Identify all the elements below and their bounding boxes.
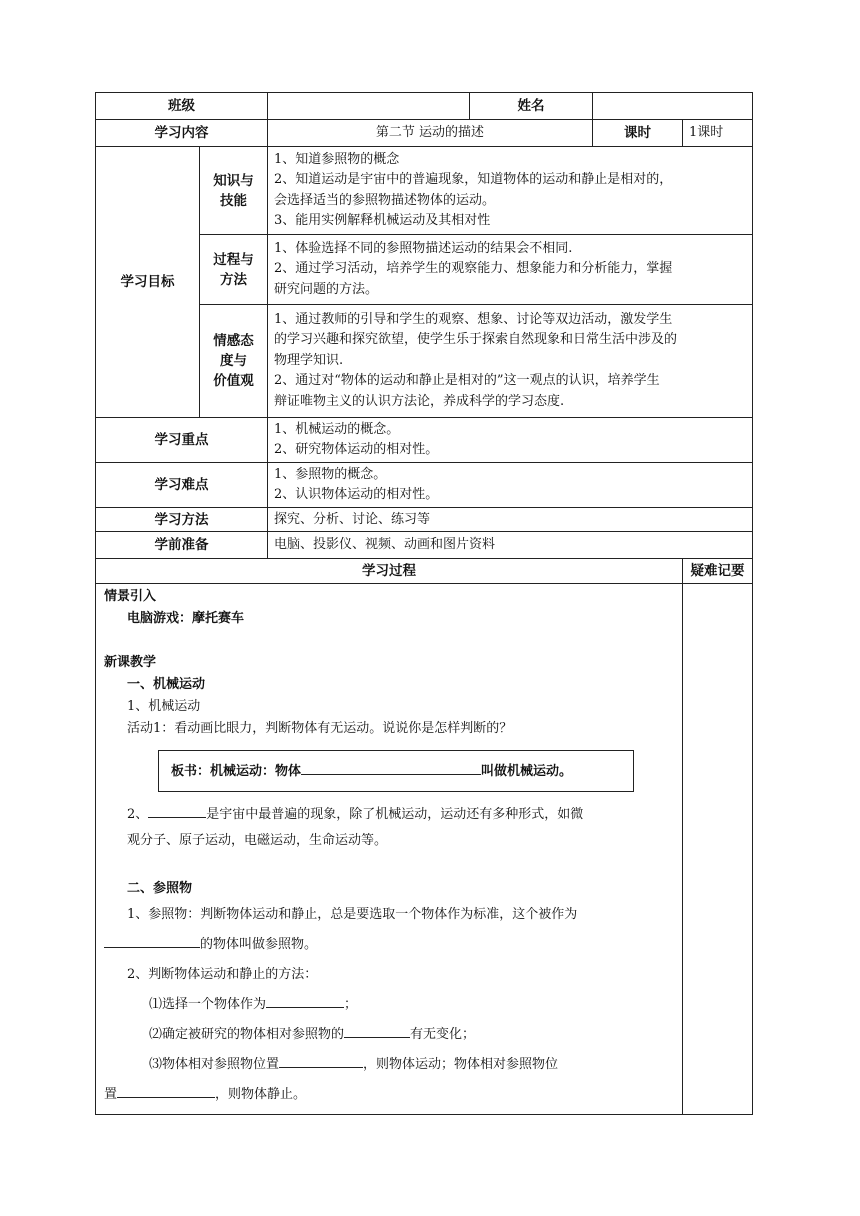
ref1-blank[interactable]	[104, 933, 200, 948]
process-label-line1: 过程与	[213, 251, 254, 268]
emotion-line: 物理学知识.	[274, 352, 344, 368]
process-body	[96, 584, 683, 1115]
difficulties-content	[268, 463, 753, 508]
intro-title: 情景引入	[104, 589, 157, 604]
board-blank[interactable]	[301, 760, 481, 775]
period-label: 课时	[593, 120, 683, 147]
knowledge-line: 1、知道参照物的概念	[274, 151, 400, 167]
lesson-plan-sheet	[95, 92, 752, 1115]
step3-blank2[interactable]	[117, 1083, 215, 1098]
header-row-class	[96, 93, 753, 120]
item2-line1	[104, 802, 674, 828]
emotion-label-line2: 度与	[220, 353, 247, 369]
key-points-label: 学习重点	[96, 418, 268, 463]
header-row-content	[96, 120, 753, 147]
methods-label: 学习方法	[96, 508, 268, 532]
difficulties-label: 学习难点	[96, 463, 268, 508]
emotion-line: 的学习兴趣和探究欲望，使学生乐于探索自然现象和日常生活中涉及的	[274, 332, 678, 348]
process-header: 学习过程	[96, 559, 683, 584]
step2-suffix: 有无变化；	[410, 1027, 476, 1042]
preparation-value: 电脑、投影仪、视频、动画和图片资料	[268, 532, 753, 559]
board-prefix: 板书：机械运动：物体	[171, 764, 302, 779]
ref1-tail: 的物体叫做参照物。	[200, 937, 318, 952]
notes-header: 疑难记要	[683, 559, 753, 584]
step2-blank[interactable]	[344, 1023, 410, 1038]
process-line: 1、体验选择不同的参照物描述运动的结果会不相同.	[274, 240, 573, 256]
knowledge-line: 2、知道运动是宇宙中的普遍现象，知道物体的运动和静止是相对的，	[274, 172, 673, 187]
item2-prefix: 2、	[127, 807, 149, 822]
step1-line	[104, 988, 674, 1018]
item2-text: 是宇宙中最普遍的现象，除了机械运动，运动还有多种形式，如微	[206, 807, 584, 822]
knowledge-label-line2: 技能	[220, 192, 247, 209]
preparation-row	[96, 532, 753, 559]
step3-prefix: ⑶物体相对参照物位置	[149, 1057, 280, 1072]
class-field[interactable]	[268, 93, 470, 120]
emotion-line: 2、通过对“物体的运动和静止是相对的”这一观点的认识，培养学生	[274, 373, 660, 389]
step2-prefix: ⑵确定被研究的物体相对参照物的	[149, 1027, 345, 1042]
lesson-plan-table	[95, 92, 753, 1115]
intro-game: 电脑游戏：摩托赛车	[127, 611, 245, 626]
knowledge-content	[268, 147, 753, 235]
emotion-line: 辩证唯物主义的认识方法论，养成科学的学习态度.	[274, 393, 565, 409]
key-points-row	[96, 418, 753, 463]
class-label: 班级	[96, 93, 268, 120]
ref2-text: 2、判断物体运动和静止的方法：	[127, 967, 318, 982]
new-lesson-title: 新课教学	[104, 655, 157, 670]
section1-title: 一、机械运动	[127, 677, 206, 692]
period-value: 1课时	[683, 120, 753, 147]
step3-line2	[104, 1078, 674, 1108]
process-content	[268, 235, 753, 305]
section2-title: 二、参照物	[127, 881, 193, 896]
knowledge-label	[200, 147, 268, 235]
step3-blank1[interactable]	[279, 1053, 363, 1068]
name-field[interactable]	[593, 93, 753, 120]
objectives-label: 学习目标	[96, 147, 200, 418]
methods-value: 探究、分析、讨论、练习等	[268, 508, 753, 532]
process-header-row	[96, 559, 753, 584]
difficulty-line: 1、参照物的概念。	[274, 466, 387, 482]
key-point-line: 1、机械运动的概念。	[274, 421, 400, 437]
knowledge-label-line1: 知识与	[213, 172, 254, 189]
ref1-line2	[104, 928, 674, 958]
step1-prefix: ⑴选择一个物体作为	[149, 997, 267, 1012]
emotion-label-line1: 情感态	[213, 333, 254, 349]
emotion-label	[200, 305, 268, 418]
step3-mid: ，则物体运动；物体相对参照物位	[363, 1057, 559, 1072]
difficulties-row	[96, 463, 753, 508]
content-value: 第二节 运动的描述	[268, 120, 593, 147]
key-points-content	[268, 418, 753, 463]
preparation-label: 学前准备	[96, 532, 268, 559]
knowledge-line: 3、能用实例解释机械运动及其相对性	[274, 213, 491, 228]
step3-line2-suffix: ，则物体静止。	[215, 1087, 307, 1102]
activity1-text: 活动1：看动画比眼力，判断物体有无运动。说说你是怎样判断的？	[127, 721, 513, 736]
emotion-line: 1、通过教师的引导和学生的观察、想象、讨论等双边活动，激发学生	[274, 311, 673, 327]
process-label-line2: 方法	[220, 271, 247, 288]
notes-column[interactable]	[683, 584, 753, 1115]
difficulty-line: 2、认识物体运动的相对性。	[274, 487, 439, 502]
step3-line1	[104, 1048, 674, 1078]
step1-blank[interactable]	[266, 993, 344, 1008]
step3-line2-prefix: 置	[104, 1087, 118, 1102]
process-body-row	[96, 584, 753, 1115]
board-note-box	[158, 750, 634, 792]
ref1-line1: 1、参照物：判断物体运动和静止，总是要选取一个物体作为标准，这个被作为	[127, 907, 578, 922]
key-point-line: 2、研究物体运动的相对性。	[274, 442, 439, 457]
board-suffix: 叫做机械运动。	[481, 764, 573, 779]
step1-suffix: ；	[344, 997, 358, 1012]
item2-blank[interactable]	[148, 803, 206, 818]
section1-item1: 1、机械运动	[127, 699, 201, 714]
item2-line2: 观分子、原子运动，电磁运动，生命运动等。	[127, 833, 388, 848]
emotion-label-line3: 价值观	[213, 373, 254, 389]
content-label: 学习内容	[96, 120, 268, 147]
step2-line	[104, 1018, 674, 1048]
knowledge-line: 会选择适当的参照物描述物体的运动。	[274, 192, 496, 208]
objective-row-knowledge	[96, 147, 753, 235]
process-line: 研究问题的方法。	[274, 281, 379, 297]
process-label	[200, 235, 268, 305]
name-label: 姓名	[470, 93, 593, 120]
emotion-content	[268, 305, 753, 418]
process-line: 2、通过学习活动，培养学生的观察能力、想象能力和分析能力，掌握	[274, 261, 673, 277]
methods-row	[96, 508, 753, 532]
